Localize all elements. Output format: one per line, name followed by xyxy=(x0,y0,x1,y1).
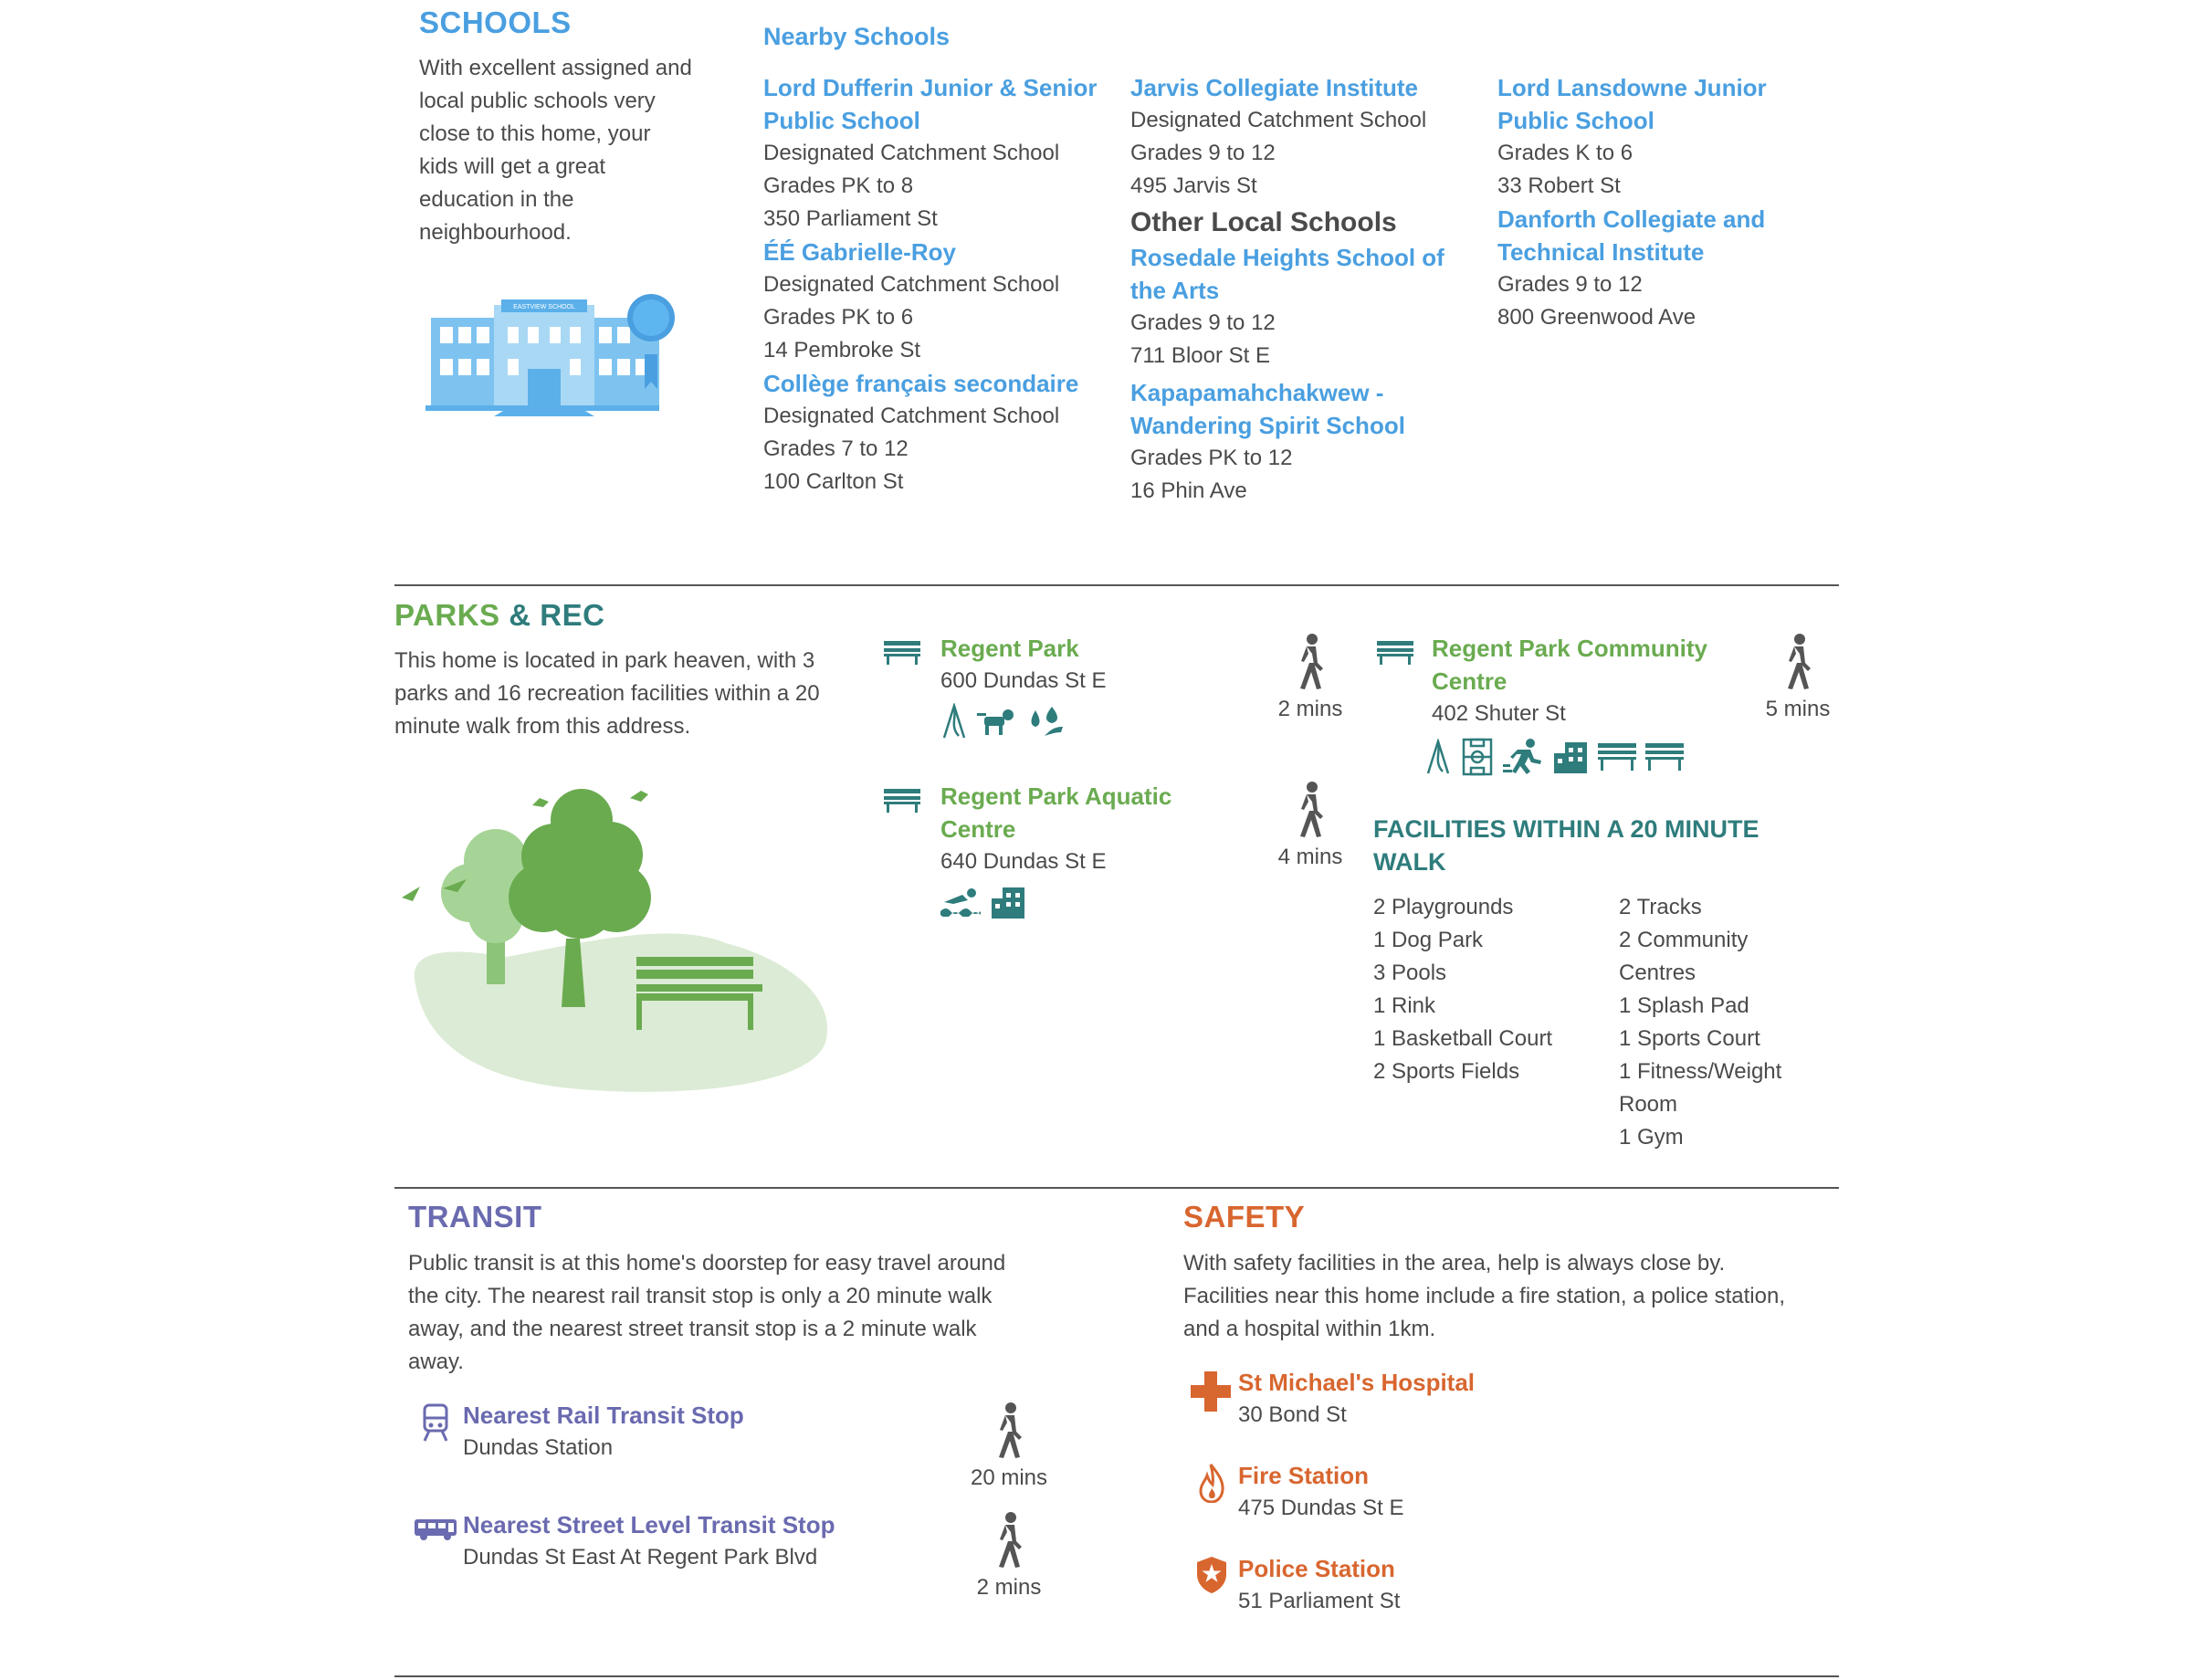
track-icon xyxy=(1503,739,1543,780)
school-name[interactable]: ÉÉ Gabrielle-Roy xyxy=(763,238,956,266)
section-divider xyxy=(394,1187,1839,1189)
park-amenity-icons xyxy=(1424,738,1760,781)
facilities-list-left xyxy=(1373,891,1611,1088)
parks-title-b: & REC xyxy=(509,598,605,632)
park-name[interactable]: Regent Park Aquatic Centre xyxy=(940,782,1172,843)
list-item: 2 Playgrounds xyxy=(1373,895,1514,919)
safety-title: SAFETY xyxy=(1183,1200,1306,1234)
safety-item[interactable] xyxy=(1238,1366,1695,1432)
school-list-col2 xyxy=(1130,71,1486,508)
park-amenity-icons xyxy=(940,886,1242,923)
walk-time xyxy=(959,1512,1059,1601)
walk-minutes: 5 mins xyxy=(1765,697,1831,721)
transit-title: TRANSIT xyxy=(408,1200,542,1234)
park-item[interactable] xyxy=(940,632,1242,744)
school-grades: Grades 9 to 12 xyxy=(1497,272,1643,297)
playground-icon xyxy=(940,703,968,744)
list-item: 1 Dog Park xyxy=(1373,928,1484,952)
school-name[interactable]: Collège français secondaire xyxy=(763,370,1079,397)
school-type: Designated Catchment School xyxy=(763,141,1060,165)
park-address: 600 Dundas St E xyxy=(940,668,1107,693)
school-address: 100 Carlton St xyxy=(763,469,904,494)
splash-pad-icon xyxy=(1026,705,1065,742)
section-divider xyxy=(394,1675,1839,1677)
school-type: Designated Catchment School xyxy=(763,272,1060,297)
bench-icon xyxy=(884,641,920,669)
transit-stop-label[interactable]: Nearest Street Level Transit Stop xyxy=(463,1511,835,1538)
community-building-icon xyxy=(990,886,1026,923)
safety-item[interactable] xyxy=(1238,1552,1695,1618)
walk-minutes: 2 mins xyxy=(976,1575,1042,1600)
transit-stop[interactable] xyxy=(463,1508,974,1574)
schools-title: SCHOOLS xyxy=(419,5,572,39)
transit-stop-label[interactable]: Nearest Rail Transit Stop xyxy=(463,1402,744,1429)
safety-item-name[interactable]: Fire Station xyxy=(1238,1462,1370,1489)
school-grades: Grades PK to 8 xyxy=(763,173,914,198)
parks-description: This home is located in park heaven, with 3 parks and 16 recreation facilities within a 20 minute walk from this address. xyxy=(394,648,820,739)
school-item[interactable] xyxy=(1497,71,1808,203)
bench-icon xyxy=(1645,743,1684,775)
bench-icon xyxy=(1377,641,1413,669)
school-type: Designated Catchment School xyxy=(1130,108,1427,132)
list-item: 2 Tracks xyxy=(1619,895,1702,919)
school-name[interactable]: Danforth Collegiate and Technical Institute xyxy=(1497,205,1766,266)
nearby-schools-heading-text: Nearby Schools xyxy=(763,23,951,50)
school-grades: Grades K to 6 xyxy=(1497,141,1633,165)
school-address: 495 Jarvis St xyxy=(1130,173,1257,198)
walk-minutes: 4 mins xyxy=(1277,845,1343,869)
school-list-col1 xyxy=(763,71,1119,499)
school-item[interactable] xyxy=(763,71,1119,236)
list-item: 1 Fitness/Weight Room xyxy=(1619,1059,1782,1117)
list-item: 1 Rink xyxy=(1373,993,1436,1018)
walk-time xyxy=(1260,782,1360,871)
parks-title-a: PARKS xyxy=(394,598,500,632)
pool-icon xyxy=(940,887,981,921)
walking-person-icon xyxy=(1294,782,1327,838)
park-item[interactable] xyxy=(1432,632,1760,781)
police-shield-icon xyxy=(1196,1556,1227,1599)
community-building-icon xyxy=(1552,740,1589,778)
transit-stop-name: Dundas Station xyxy=(463,1435,614,1460)
fire-icon xyxy=(1198,1463,1225,1507)
transit-description: Public transit is at this home's doorstep for easy travel around the city. The nearest rail transit stop is only a 20 minute walk away, and the nearest street transit stop is a 2 minute walk away. xyxy=(408,1251,1006,1374)
safety-item-name[interactable]: St Michael's Hospital xyxy=(1238,1369,1476,1396)
school-grades: Grades PK to 6 xyxy=(763,305,914,330)
safety-item[interactable] xyxy=(1238,1459,1695,1525)
walk-minutes: 20 mins xyxy=(970,1465,1048,1490)
school-list-col3 xyxy=(1497,71,1808,334)
walking-person-icon xyxy=(993,1402,1025,1459)
other-schools-heading: Other Local Schools xyxy=(1130,207,1397,237)
transit-stop-name: Dundas St East At Regent Park Blvd xyxy=(463,1545,818,1570)
school-name[interactable]: Lord Dufferin Junior & Senior Public School xyxy=(763,74,1098,134)
school-name[interactable]: Jarvis Collegiate Institute xyxy=(1130,74,1418,101)
park-address: 402 Shuter St xyxy=(1432,701,1566,726)
school-grades: Grades 7 to 12 xyxy=(763,436,909,461)
facilities-list-right xyxy=(1619,891,1824,1154)
walk-time xyxy=(1260,634,1360,723)
safety-item-address: 475 Dundas St E xyxy=(1238,1496,1404,1520)
school-grades: Grades PK to 12 xyxy=(1130,446,1293,470)
school-address: 16 Phin Ave xyxy=(1130,478,1247,503)
schools-description: With excellent assigned and local public schools very close to this home, your kids will get a great education in the neighbourhood. xyxy=(419,56,692,245)
safety-item-address: 51 Parliament St xyxy=(1238,1589,1401,1613)
list-item: 1 Basketball Court xyxy=(1373,1026,1553,1051)
school-address: 800 Greenwood Ave xyxy=(1497,305,1697,330)
school-address: 14 Pembroke St xyxy=(763,338,921,362)
walk-minutes: 2 mins xyxy=(1277,697,1343,721)
list-item: 2 Sports Fields xyxy=(1373,1059,1520,1084)
school-type: Designated Catchment School xyxy=(763,404,1060,428)
hospital-cross-icon xyxy=(1191,1371,1231,1416)
school-item[interactable] xyxy=(763,367,1119,499)
safety-item-address: 30 Bond St xyxy=(1238,1402,1347,1427)
school-name[interactable]: Rosedale Heights School of the Arts xyxy=(1130,244,1444,304)
list-item: 2 Community Centres xyxy=(1619,928,1749,985)
school-grades: Grades 9 to 12 xyxy=(1130,310,1276,335)
school-item[interactable] xyxy=(1497,203,1808,334)
park-illustration xyxy=(397,774,835,1103)
bench-icon xyxy=(884,789,920,817)
school-name[interactable]: Lord Lansdowne Junior Public School xyxy=(1497,74,1767,134)
facilities-heading: FACILITIES WITHIN A 20 MINUTE WALK xyxy=(1373,815,1760,876)
list-item: 1 Gym xyxy=(1619,1125,1684,1150)
walk-time xyxy=(959,1402,1059,1492)
dog-park-icon xyxy=(977,706,1017,741)
park-address: 640 Dundas St E xyxy=(940,849,1107,874)
bus-icon xyxy=(415,1517,457,1546)
school-item[interactable] xyxy=(1130,376,1477,508)
walking-person-icon xyxy=(1781,634,1814,690)
school-item[interactable] xyxy=(763,236,1119,367)
parks-title xyxy=(394,597,604,634)
school-building-illustration xyxy=(425,290,677,416)
safety-description: With safety facilities in the area, help is always close by. Facilities near this home include a fire station, a police station, and a hospital within 1km. xyxy=(1183,1251,1786,1341)
safety-item-name[interactable]: Police Station xyxy=(1238,1555,1395,1582)
sports-field-icon xyxy=(1461,738,1494,781)
playground-icon xyxy=(1424,739,1452,780)
nearby-schools-heading xyxy=(763,20,950,53)
park-name[interactable]: Regent Park Community Centre xyxy=(1432,635,1707,695)
transit-stop[interactable] xyxy=(463,1399,974,1465)
walk-time xyxy=(1748,634,1848,723)
list-item: 1 Splash Pad xyxy=(1619,993,1749,1018)
park-name[interactable]: Regent Park xyxy=(940,635,1079,662)
walking-person-icon xyxy=(1294,634,1327,690)
park-item[interactable] xyxy=(940,780,1242,923)
school-address: 33 Robert St xyxy=(1497,173,1621,198)
bench-icon xyxy=(1598,743,1636,775)
list-item: 1 Sports Court xyxy=(1619,1026,1760,1051)
school-item[interactable] xyxy=(1130,241,1477,373)
school-item[interactable] xyxy=(1130,71,1486,203)
walking-person-icon xyxy=(993,1512,1025,1569)
school-grades: Grades 9 to 12 xyxy=(1130,141,1276,165)
park-amenity-icons xyxy=(940,703,1242,744)
school-address: 350 Parliament St xyxy=(763,206,938,231)
list-item: 3 Pools xyxy=(1373,961,1447,985)
school-building-sign: EASTVIEW SCHOOL xyxy=(513,304,575,310)
section-divider xyxy=(394,584,1839,586)
school-name[interactable]: Kapapamahchakwew - Wandering Spirit School xyxy=(1130,379,1405,439)
train-icon xyxy=(422,1402,449,1447)
school-address: 711 Bloor St E xyxy=(1130,343,1270,368)
